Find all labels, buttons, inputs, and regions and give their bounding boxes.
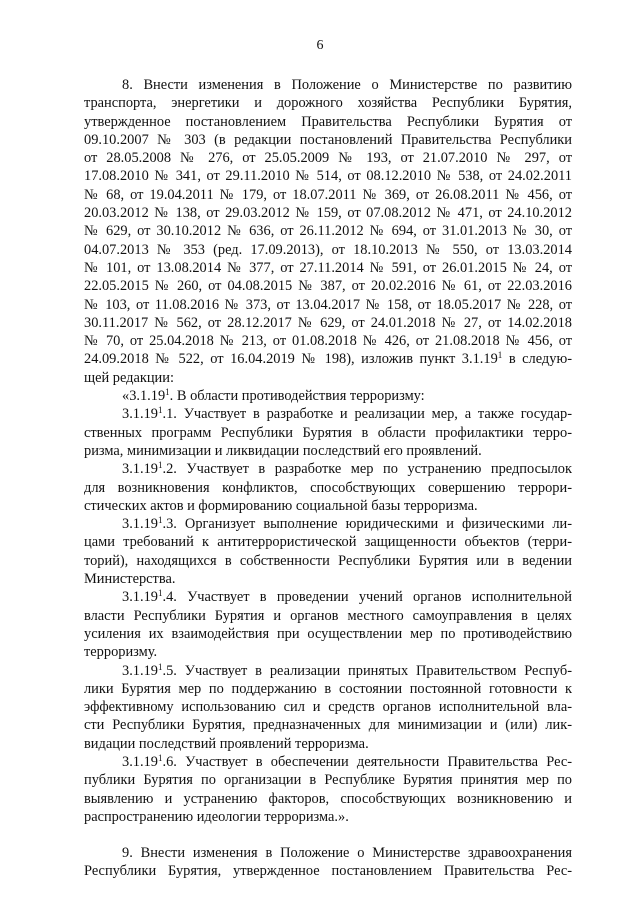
text-line: [84, 405, 572, 423]
text-line: власти Республики Бурятия и органов местного самоуправления в целях: [84, 607, 572, 624]
text-segment: 3.1.19: [122, 516, 158, 533]
text-line: сти Республики Бурятия, предназначенных для минимизации и (или) лик-: [84, 717, 572, 734]
text-segment: .6. Участвует в обеспечении деятельности Правительства Рес-: [162, 753, 572, 770]
text-line: 04.07.2013 № 353 (ред. 17.09.2013), от 18.10.2013 № 550, от 13.03.2014: [84, 241, 572, 258]
text-line: ственных программ Республики Бурятия в области профилактики терро-: [84, 424, 572, 441]
text-line: публики Бурятия по организации в Республике Бурятия принятия мер по: [84, 772, 572, 789]
text-line: [84, 662, 572, 680]
text-line: № 70, от 25.04.2018 № 213, от 01.08.2018 № 426, от 21.08.2018 № 456, от: [84, 333, 572, 350]
text-line: лики Бурятия мер по поддержанию в состоянии постоянной готовности к: [84, 680, 572, 697]
text-line: выявлению и устранению факторов, способствующих возникновению и: [84, 790, 572, 807]
superscript: 1: [157, 515, 163, 526]
text-line: 09.10.2007 № 303 (в редакции постановлений Правительства Республики: [84, 131, 572, 148]
document-body: [84, 76, 572, 881]
text-segment: 3.1.19: [122, 589, 158, 606]
text-line: усиления их взаимодействия при осуществлении мер по противодействию: [84, 625, 572, 642]
text-line: от 28.05.2008 № 276, от 25.05.2009 № 193, от 21.07.2010 № 297, от: [84, 150, 572, 167]
text-line: [84, 515, 572, 533]
text-line: 17.08.2010 № 341, от 29.11.2010 № 514, от 08.12.2010 № 538, от 24.02.2011: [84, 168, 572, 185]
text-line: № 103, от 11.08.2016 № 373, от 13.04.2017 № 158, от 18.05.2017 № 228, от: [84, 296, 572, 313]
text-line: 30.11.2017 № 562, от 28.12.2017 № 629, от 24.01.2018 № 27, от 14.02.2018: [84, 314, 572, 331]
text-segment: .4. Участвует в проведении учений органов исполнительной: [162, 589, 572, 606]
text-segment: 3.1.19: [122, 406, 158, 423]
text-line: 8. Внести изменения в Положение о Министерстве по развитию: [122, 77, 572, 93]
text-segment: .2. Участвует в разработке мер по устранению предпосылок: [162, 461, 572, 478]
superscript: 1: [157, 460, 163, 471]
text-line: 20.03.2012 № 138, от 29.03.2012 № 159, от 07.08.2012 № 471, от 24.10.2012: [84, 205, 572, 222]
text-line: щей редакции:: [84, 369, 174, 386]
superscript: 1: [157, 661, 163, 672]
text-line: [84, 387, 572, 405]
text-segment: .1. Участвует в разработке и реализации мер, а также государ-: [162, 406, 572, 423]
text-line: распространению идеологии терроризма.».: [84, 808, 349, 825]
page-number: 6: [316, 38, 324, 53]
text-line: [84, 753, 572, 771]
text-line: видации последствий проявлений терроризма.: [84, 735, 369, 752]
text-line: № 629, от 30.10.2012 № 636, от 26.11.2012 № 694, от 31.01.2013 № 30, от: [84, 223, 572, 240]
text-line: эффективному использованию сил и средств органов исполнительной вла-: [84, 699, 572, 716]
text-line: торий), находящихся в собственности Республики Бурятия или в ведении: [84, 552, 572, 569]
superscript: 1: [157, 752, 163, 763]
superscript: 1: [497, 350, 503, 361]
superscript: 1: [165, 387, 170, 398]
text-line: № 68, от 19.04.2011 № 179, от 18.07.2011 № 369, от 26.08.2011 № 456, от: [84, 186, 572, 203]
text-line: № 101, от 13.08.2014 № 377, от 27.11.2014 № 591, от 26.01.2015 № 24, от: [84, 259, 572, 276]
text-line: Республики Бурятия, утвержденное постановлением Правительства Рес-: [84, 863, 572, 880]
text-line: ризма, минимизации и ликвидации последствий его проявлений.: [84, 442, 482, 459]
text-line: транспорта, энергетики и дорожного хозяйства Республики Бурятия,: [84, 95, 572, 112]
text-line: терроризму.: [84, 644, 158, 661]
text-segment: .3. Организует выполнение юридическими и физическими ли-: [162, 516, 572, 533]
text-line: Министерства.: [84, 571, 176, 588]
text-line: 22.05.2015 № 260, от 04.08.2015 № 387, от 20.02.2016 № 61, от 22.03.2016: [84, 278, 572, 295]
text-line: [84, 460, 572, 478]
text-line: для возникновения конфликтов, способствующих совершению террори-: [84, 479, 572, 496]
text-segment: в следую-: [502, 351, 572, 368]
text-line: утвержденное постановлением Правительства Республики Бурятия от: [84, 113, 572, 130]
text-line: 9. Внести изменения в Положение о Министерстве здравоохранения: [122, 845, 572, 862]
text-segment: 24.09.2018 № 522, от 16.04.2019 № 198), изложив пункт 3.1.19: [84, 351, 498, 368]
superscript: 1: [157, 405, 163, 416]
text-segment: 3.1.19: [122, 461, 158, 478]
superscript: 1: [157, 588, 163, 599]
text-line: [84, 350, 572, 368]
text-line: стических актов и формированию социальной базы терроризма.: [84, 497, 478, 514]
text-segment: «3.1.19: [122, 388, 166, 405]
text-line: [84, 588, 572, 606]
paragraph-gap: [84, 826, 572, 844]
text-segment: 3.1.19: [122, 753, 158, 770]
text-segment: . В области противодействия терроризму:: [169, 388, 425, 405]
text-line: цами требований к антитеррористической защищенности объектов (терри-: [84, 534, 572, 551]
text-segment: 3.1.19: [122, 662, 158, 679]
text-segment: .5. Участвует в реализации принятых Правительством Респуб-: [162, 662, 572, 679]
